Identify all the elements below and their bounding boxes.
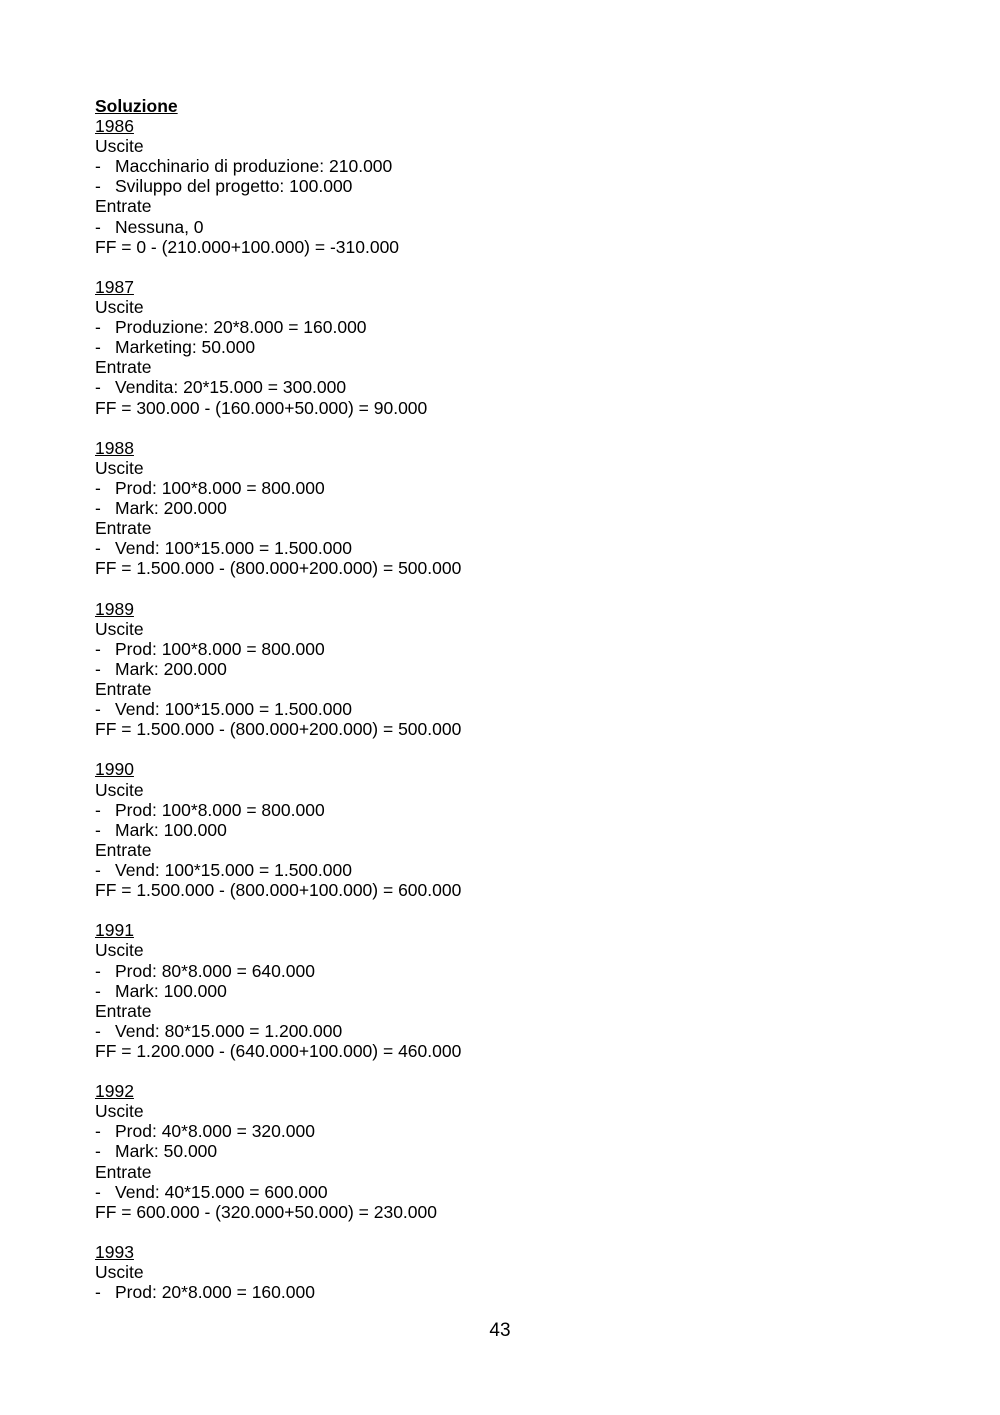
year-heading: 1987 [95,276,134,297]
cash-flow-result: FF = 1.200.000 - (640.000+100.000) = 460.000 [95,1040,462,1061]
outflow-item [95,176,915,196]
outflow-label: Uscite [95,618,144,639]
outflow-item [95,659,915,679]
year-section [95,438,915,579]
inflow-label: Entrate [95,839,152,860]
outflow-item-text: Mark: 100.000 [115,819,227,840]
outflow-label: Uscite [95,457,144,478]
outflow-item [95,981,915,1001]
outflow-label: Uscite [95,940,144,961]
bullet-dash: - [95,538,101,559]
year-section [95,1081,915,1222]
bullet-dash: - [95,859,101,880]
outflow-item-text: Prod: 80*8.000 = 640.000 [115,960,315,981]
cash-flow-result: FF = 1.500.000 - (800.000+100.000) = 600.000 [95,880,462,901]
year-heading: 1986 [95,116,134,137]
bullet-dash: - [95,1181,101,1202]
year-section [95,277,915,418]
outflow-label: Uscite [95,1262,144,1283]
inflow-item [95,1182,915,1202]
year-section [95,1242,915,1302]
outflow-item-text: Prod: 20*8.000 = 160.000 [115,1282,315,1303]
inflow-item-text: Vend: 100*15.000 = 1.500.000 [115,859,352,880]
outflow-item [95,1282,915,1302]
bullet-dash: - [95,317,101,338]
bullet-dash: - [95,1121,101,1142]
year-heading: 1991 [95,920,134,941]
bullet-dash: - [95,176,101,197]
cash-flow-result: FF = 0 - (210.000+100.000) = -310.000 [95,236,400,257]
outflow-label: Uscite [95,1101,144,1122]
inflow-label: Entrate [95,196,152,217]
outflow-item [95,639,915,659]
outflow-label: Uscite [95,136,144,157]
outflow-item [95,478,915,498]
outflow-item-text: Marketing: 50.000 [115,337,256,358]
outflow-item [95,498,915,518]
year-section [95,920,915,1061]
outflow-item [95,156,915,176]
bullet-dash: - [95,156,101,177]
inflow-item [95,699,915,719]
outflow-item-text: Prod: 100*8.000 = 800.000 [115,477,325,498]
inflow-label: Entrate [95,1161,152,1182]
bullet-dash: - [95,1020,101,1041]
inflow-item-text: Vend: 40*15.000 = 600.000 [115,1181,328,1202]
year-heading: 1992 [95,1081,134,1102]
bullet-dash: - [95,216,101,237]
bullet-dash: - [95,337,101,358]
outflow-item-text: Prod: 40*8.000 = 320.000 [115,1121,315,1142]
bullet-dash: - [95,799,101,820]
outflow-item-text: Prod: 100*8.000 = 800.000 [115,799,325,820]
outflow-item [95,820,915,840]
inflow-item-text: Nessuna, 0 [115,216,204,237]
outflow-item-text: Mark: 50.000 [115,1141,218,1162]
outflow-item [95,337,915,357]
bullet-dash: - [95,638,101,659]
year-section [95,599,915,740]
bullet-dash: - [95,1282,101,1303]
bullet-dash: - [95,377,101,398]
year-section [95,759,915,900]
outflow-item-text: Mark: 200.000 [115,498,227,519]
page-title: Soluzione [95,96,178,116]
outflow-item-text: Mark: 200.000 [115,658,227,679]
year-heading: 1989 [95,598,134,619]
bullet-dash: - [95,477,101,498]
inflow-label: Entrate [95,518,152,539]
bullet-dash: - [95,960,101,981]
outflow-item-text: Produzione: 20*8.000 = 160.000 [115,317,367,338]
inflow-item-text: Vendita: 20*15.000 = 300.000 [115,377,347,398]
inflow-label: Entrate [95,357,152,378]
outflow-item [95,961,915,981]
cash-flow-result: FF = 600.000 - (320.000+50.000) = 230.000 [95,1201,437,1222]
inflow-item [95,217,915,237]
outflow-item-text: Sviluppo del progetto: 100.000 [115,176,353,197]
inflow-item [95,1021,915,1041]
inflow-label: Entrate [95,1000,152,1021]
outflow-label: Uscite [95,779,144,800]
year-section [95,116,915,257]
inflow-item [95,860,915,880]
inflow-item-text: Vend: 100*15.000 = 1.500.000 [115,538,352,559]
outflow-item-text: Prod: 100*8.000 = 800.000 [115,638,325,659]
inflow-item [95,538,915,558]
inflow-label: Entrate [95,679,152,699]
bullet-dash: - [95,498,101,519]
bullet-dash: - [95,1141,101,1162]
cash-flow-result: FF = 1.500.000 - (800.000+200.000) = 500.000 [95,719,462,740]
bullet-dash: - [95,819,101,840]
inflow-item-text: Vend: 80*15.000 = 1.200.000 [115,1020,343,1041]
outflow-item [95,317,915,337]
bullet-dash: - [95,980,101,1001]
outflow-item-text: Mark: 100.000 [115,980,227,1001]
inflow-item-text: Vend: 100*15.000 = 1.500.000 [115,699,352,720]
bullet-dash: - [95,658,101,679]
outflow-item [95,1121,915,1141]
year-sections [95,116,915,1302]
outflow-item [95,800,915,820]
year-heading: 1990 [95,759,134,780]
cash-flow-result: FF = 1.500.000 - (800.000+200.000) = 500.000 [95,558,462,579]
bullet-dash: - [95,699,101,720]
year-heading: 1993 [95,1242,134,1262]
document-body [95,96,915,1322]
outflow-item-text: Macchinario di produzione: 210.000 [115,156,393,177]
outflow-item [95,1141,915,1161]
outflow-label: Uscite [95,297,144,318]
inflow-item [95,377,915,397]
year-heading: 1988 [95,437,134,458]
cash-flow-result: FF = 300.000 - (160.000+50.000) = 90.000 [95,397,428,418]
page-number: 43 [489,1320,511,1341]
